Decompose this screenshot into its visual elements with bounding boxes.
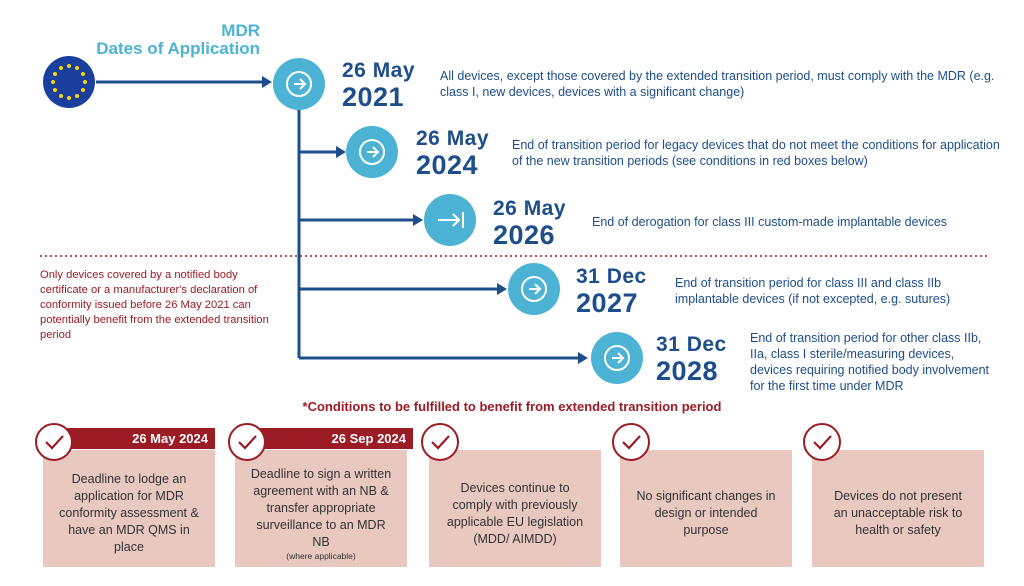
chart-title xyxy=(60,22,260,58)
arrow-circle-icon xyxy=(508,263,560,315)
eu-flag-icon xyxy=(43,56,95,108)
arrow-circle-icon xyxy=(346,126,398,178)
desc-2024: End of transition period for legacy devices that do not meet the conditions for application of the new transition periods (see conditions in red boxes below) xyxy=(512,138,1000,168)
deadline-banner-2: 26 Sep 2024 xyxy=(235,428,413,449)
conditions-title: *Conditions to be fulfilled to benefit from extended transition period xyxy=(302,399,722,414)
condition-box-1: Deadline to lodge an application for MDR conformity assessment & have an MDR QMS in place xyxy=(43,450,215,567)
check-icon xyxy=(421,423,459,461)
check-icon xyxy=(228,423,266,461)
arrow-circle-icon xyxy=(591,332,643,384)
date-2024: 26 May 2024 xyxy=(416,127,490,180)
desc-2021: All devices, except those covered by the extended transition period, must comply with the MDR (e.g. class I, new devices, devices with a significant change) xyxy=(440,69,995,99)
condition-box-2: Deadline to sign a written agreement with an NB & transfer appropriate surveillance to an MDR NB (where applicable) xyxy=(235,450,407,567)
desc-2027: End of transition period for class III and class IIb implantable devices (if not excepted, e.g. sutures) xyxy=(675,276,951,306)
desc-2026: End of derogation for class III custom-made implantable devices xyxy=(592,215,948,229)
arrow-to-bar-icon xyxy=(424,194,476,246)
date-2021: 26 May 2021 xyxy=(342,59,416,112)
deadline-banner-1: 26 May 2024 xyxy=(43,428,215,449)
check-icon xyxy=(803,423,841,461)
arrow-head xyxy=(262,76,272,88)
condition-box-5: Devices do not present an unacceptable risk to health or safety xyxy=(812,450,984,567)
extended-transition-note: Only devices covered by a notified body certificate or a manufacturer's declaration of conformity issued before 26 May 2021 can potentially benefit from the extended transition period xyxy=(40,269,269,341)
condition-box-4: No significant changes in design or intended purpose xyxy=(620,450,792,567)
check-icon xyxy=(612,423,650,461)
title-line-2: Dates of Application xyxy=(96,39,260,58)
date-2026: 26 May 2026 xyxy=(493,197,567,250)
desc-2028: End of transition period for other class IIb, IIa, class I sterile/measuring devices, devices requiring notified body involvement for the first time under MDR xyxy=(750,331,990,393)
date-2028: 31 Dec 2028 xyxy=(656,333,727,386)
title-line-1: MDR xyxy=(221,21,260,40)
condition-box-3: Devices continue to comply with previously applicable EU legislation (MDD/ AIMDD) xyxy=(429,450,601,567)
arrow-circle-icon xyxy=(273,58,325,110)
date-2027: 31 Dec 2027 xyxy=(576,265,647,318)
check-icon xyxy=(35,423,73,461)
